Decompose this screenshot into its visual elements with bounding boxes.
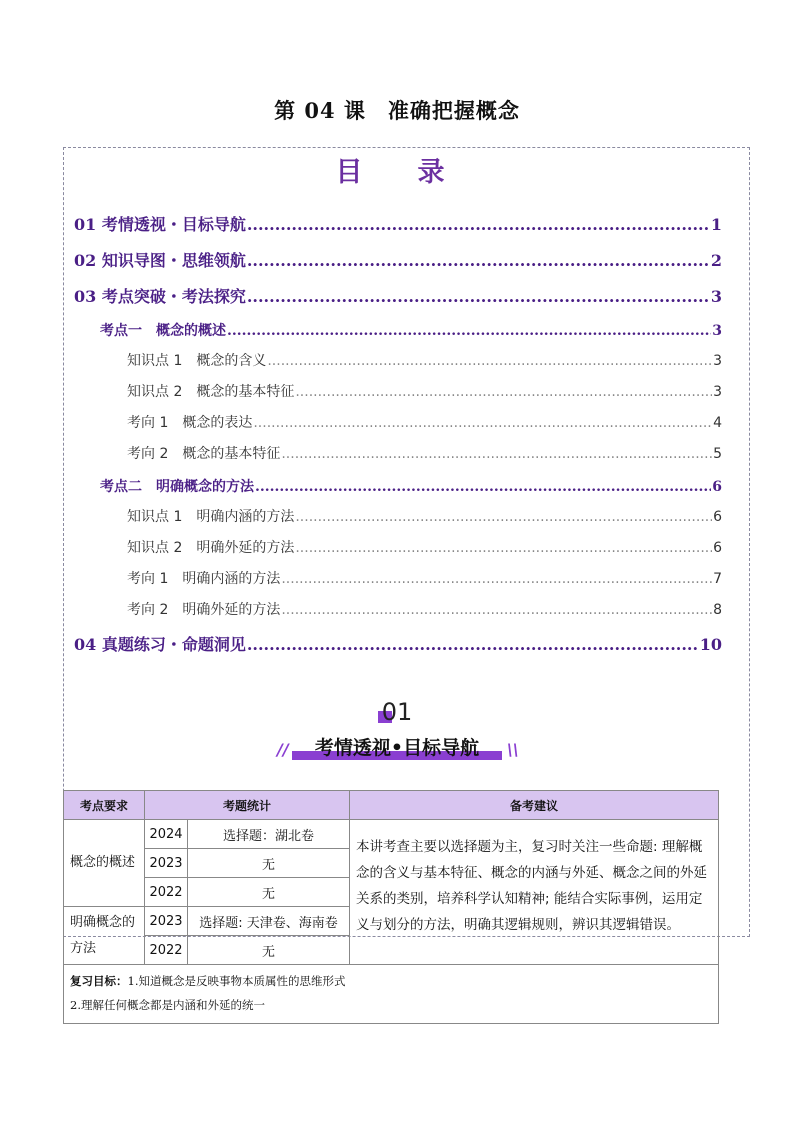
header-exam-stats: 考题统计	[145, 791, 350, 820]
toc-heading: 目 录	[335, 157, 459, 188]
toc-entry-label: 考点二 明确概念的方法	[100, 479, 254, 495]
toc-entry[interactable]	[127, 568, 722, 588]
toc-entry[interactable]	[100, 320, 722, 340]
toc-entry-page: 7	[713, 571, 722, 587]
review-goals-cell	[64, 965, 719, 1024]
section-title: 考情透视•目标导航	[314, 737, 480, 759]
year-cell: 2024	[145, 820, 188, 849]
toc-leader-dots	[295, 384, 712, 400]
toc-leader-dots	[247, 251, 710, 270]
toc-leader-dots	[253, 415, 712, 431]
toc-entry-page: 1	[710, 215, 722, 234]
table-header-row	[64, 791, 719, 820]
toc-entry-page: 10	[699, 635, 722, 654]
toc-leader-dots	[247, 287, 710, 306]
stat-cell: 选择题：湖北卷	[188, 820, 350, 849]
toc-entry[interactable]	[127, 443, 722, 463]
toc-entry-label: 知识点 2 明确外延的方法	[127, 540, 295, 556]
toc-entry-label: 考向 2 概念的基本特征	[127, 446, 281, 462]
year-cell: 2022	[145, 878, 188, 907]
banner-slash-left: //	[277, 740, 289, 759]
toc-entry-label: 知识点 1 明确内涵的方法	[127, 509, 295, 525]
toc-entry[interactable]	[127, 537, 722, 557]
toc-entry-page: 6	[712, 479, 722, 495]
toc-entry-label: 考向 2 明确外延的方法	[127, 602, 281, 618]
toc-entry[interactable]	[127, 381, 722, 401]
toc-entry-label: 04 真题练习・命题洞见	[74, 635, 246, 654]
toc-entry-page: 3	[713, 353, 722, 369]
toc-entry-page: 3	[713, 384, 722, 400]
exam-point-cell: 明确概念的方法	[64, 907, 145, 965]
toc-entry-label: 考点一 概念的概述	[100, 323, 226, 339]
toc-entry[interactable]	[127, 412, 722, 432]
table-row	[64, 965, 719, 1024]
stat-cell: 无	[188, 849, 350, 878]
review-goal-line	[70, 969, 712, 993]
section-number: 01	[381, 698, 413, 726]
toc-entry-label: 知识点 2 概念的基本特征	[127, 384, 295, 400]
toc-entry[interactable]	[74, 212, 722, 235]
header-advice: 备考建议	[350, 791, 719, 820]
toc-entry-label: 知识点 1 概念的含义	[127, 353, 267, 369]
toc-entry-label: 考向 1 明确内涵的方法	[127, 571, 281, 587]
toc-entry[interactable]	[127, 350, 722, 370]
toc-entry-label: 考向 1 概念的表达	[127, 415, 253, 431]
year-cell: 2022	[145, 936, 188, 965]
toc-entry-label: 01 考情透视・目标导航	[74, 215, 246, 234]
toc-entry[interactable]	[74, 248, 722, 271]
toc-leader-dots	[281, 446, 712, 462]
advice-cell: 本讲考查主要以选择题为主，复习时关注一些命题: 理解概念的含义与基本特征、概念的内涵与外延、概念之间的外延关系的类别，培养科学认知精神; 能结合实际事例，运用定义与划分的方法，明确其逻辑规则，辨识其逻辑错误。	[350, 820, 719, 965]
toc-entry-page: 6	[713, 509, 722, 525]
banner-slash-right: \\	[507, 740, 519, 759]
toc-leader-dots	[255, 479, 711, 495]
review-goals-label: 复习目标：	[70, 974, 128, 988]
toc-entry-page: 3	[710, 287, 722, 306]
toc-leader-dots	[267, 353, 712, 369]
section-banner	[292, 733, 502, 759]
toc-entry-label: 03 考点突破・考法探究	[74, 287, 246, 306]
year-cell: 2023	[145, 849, 188, 878]
toc-entry[interactable]	[74, 284, 722, 307]
toc-entry[interactable]	[127, 599, 722, 619]
review-goal-line: 2.理解任何概念都是内涵和外延的统一	[70, 998, 265, 1012]
toc-leader-dots	[295, 509, 712, 525]
document-title: 第 04 课 准确把握概念	[274, 98, 520, 123]
review-goal-text: 1.知道概念是反映事物本质属性的思维形式	[127, 974, 346, 988]
toc-entry-label: 02 知识导图・思维领航	[74, 251, 246, 270]
toc-leader-dots	[247, 215, 710, 234]
toc-leader-dots	[247, 635, 699, 654]
header-exam-point: 考点要求	[64, 791, 145, 820]
toc-leader-dots	[227, 323, 711, 339]
toc-entry[interactable]	[100, 476, 722, 496]
stat-cell: 无	[188, 878, 350, 907]
toc-entry[interactable]	[127, 506, 722, 526]
toc-entry-page: 3	[712, 323, 722, 339]
toc-entry-page: 4	[713, 415, 722, 431]
year-cell: 2023	[145, 907, 188, 936]
toc-leader-dots	[295, 540, 712, 556]
toc-leader-dots	[281, 602, 712, 618]
exam-point-cell: 概念的概述	[64, 820, 145, 907]
stat-cell: 无	[188, 936, 350, 965]
toc-entry-page: 8	[713, 602, 722, 618]
toc-entry-page: 6	[713, 540, 722, 556]
toc-entry[interactable]	[74, 632, 722, 655]
toc-entry-page: 2	[710, 251, 722, 270]
exam-analysis-table	[63, 790, 719, 1024]
toc-entry-page: 5	[713, 446, 722, 462]
table-row	[64, 820, 719, 849]
toc-leader-dots	[281, 571, 712, 587]
stat-cell: 选择题: 天津卷、海南卷	[188, 907, 350, 936]
